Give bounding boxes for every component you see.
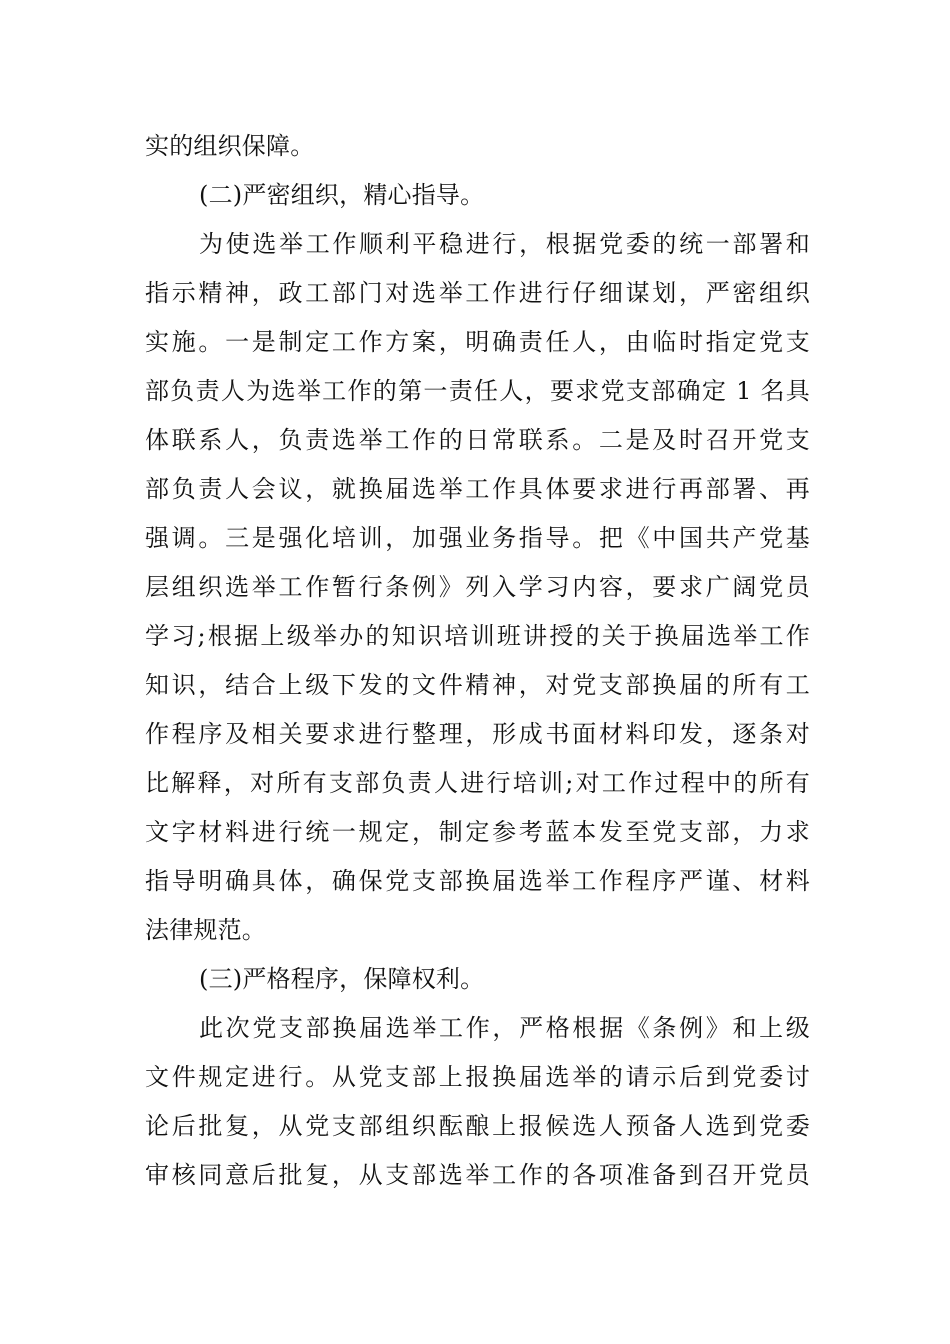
paragraph-first-line: (三)严格程序，保障权利。 [199, 965, 485, 993]
paragraph-first-line: 此次党支部换届选举工作，严格根据《条例》和上级 [199, 1014, 810, 1042]
paragraph-line: 指示精神，政工部门对选举工作进行仔细谋划，严密组织 [145, 279, 810, 307]
paragraph-line: 强调。三是强化培训，加强业务指导。把《中国共产党基 [145, 524, 810, 552]
document-body [145, 122, 810, 1200]
paragraph-line: 比解释，对所有支部负责人进行培训;对工作过程中的所有 [145, 769, 810, 797]
paragraph-line: 体联系人，负责选举工作的日常联系。二是及时召开党支 [145, 426, 810, 454]
paragraph-line: 文件规定进行。从党支部上报换届选举的请示后到党委讨 [145, 1063, 810, 1091]
paragraph-line: 审核同意后批复，从支部选举工作的各项准备到召开党员 [145, 1161, 810, 1189]
paragraph-line: 作程序及相关要求进行整理，形成书面材料印发，逐条对 [145, 720, 810, 748]
paragraph-line: 知识，结合上级下发的文件精神，对党支部换届的所有工 [145, 671, 810, 699]
paragraph-line: 指导明确具体，确保党支部换届选举工作程序严谨、材料 [145, 867, 810, 895]
paragraph-line: 层组织选举工作暂行条例》列入学习内容，要求广阔党员 [145, 573, 810, 601]
paragraph-line: 论后批复，从党支部组织酝酿上报候选人预备人选到党委 [145, 1112, 810, 1140]
paragraph-first-line: 为使选举工作顺利平稳进行，根据党委的统一部署和 [199, 230, 810, 258]
paragraph-line: 法律规范。 [145, 916, 266, 944]
paragraph-line: 学习;根据上级举办的知识培训班讲授的关于换届选举工作 [145, 622, 810, 650]
paragraph-first-line: (二)严密组织，精心指导。 [199, 181, 485, 209]
paragraph-line: 部负责人为选举工作的第一责任人，要求党支部确定 1 名具 [145, 377, 810, 405]
paragraph-line: 部负责人会议，就换届选举工作具体要求进行再部署、再 [145, 475, 810, 503]
paragraph-line: 实的组织保障。 [145, 132, 315, 160]
paragraph-line: 文字材料进行统一规定，制定参考蓝本发至党支部，力求 [145, 818, 810, 846]
paragraph-line: 实施。一是制定工作方案，明确责任人，由临时指定党支 [145, 328, 810, 356]
